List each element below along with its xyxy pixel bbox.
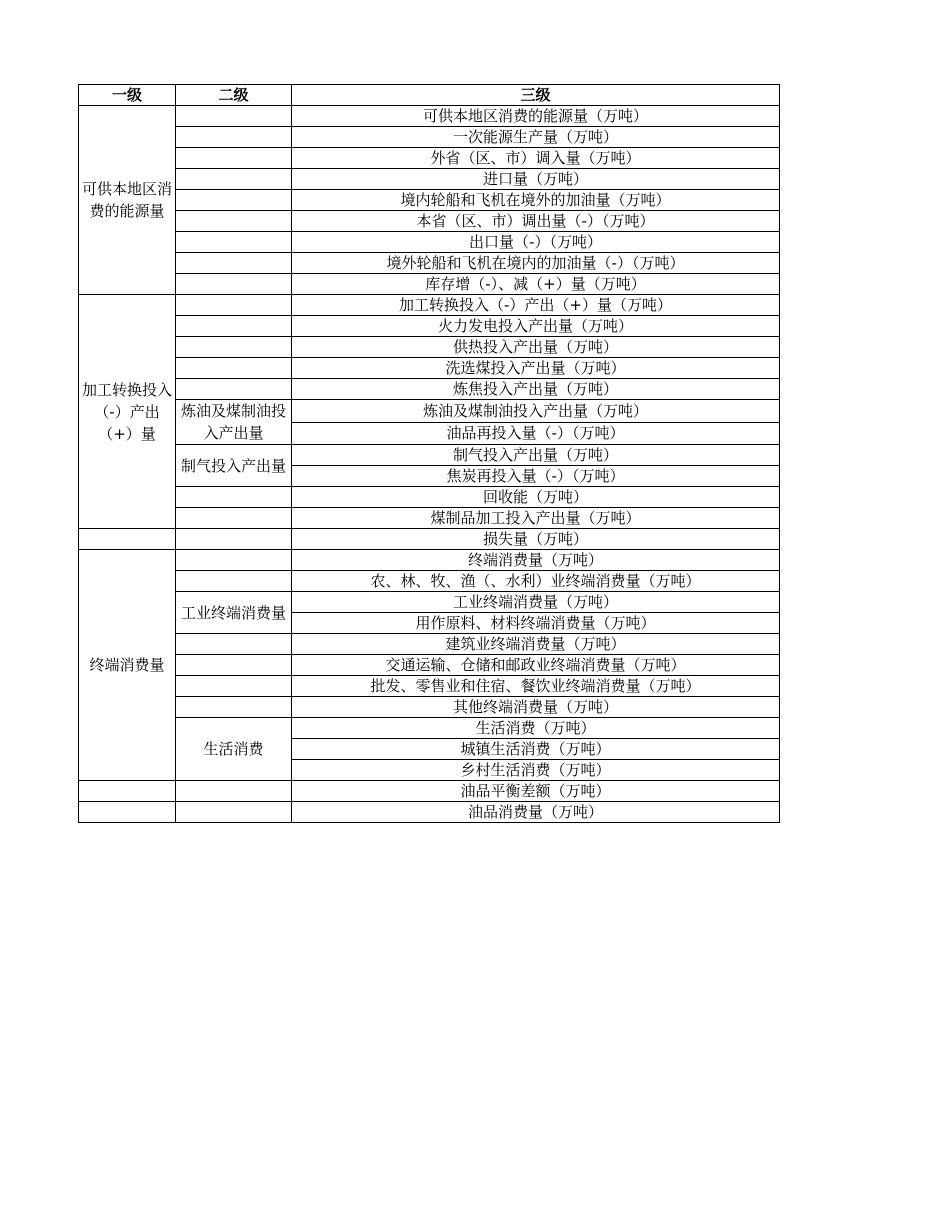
level1-cell [79,529,176,550]
level1-cell [79,781,176,802]
table-row [79,316,780,337]
table-row [79,508,780,529]
table-row [79,487,780,508]
level3-cell: 终端消费量（万吨） [292,550,780,571]
table-row [79,148,780,169]
table-row [79,676,780,697]
energy-balance-table [78,84,780,823]
level3-cell: 油品平衡差额（万吨） [292,781,780,802]
table-row [79,634,780,655]
level3-cell: 一次能源生产量（万吨） [292,127,780,148]
level2-cell [176,655,292,676]
level2-cell [176,253,292,274]
level3-cell: 油品消费量（万吨） [292,802,780,823]
level3-cell: 出口量（-）（万吨） [292,232,780,253]
level2-cell [176,508,292,529]
level3-cell: 农、林、牧、渔（、水利）业终端消费量（万吨） [292,571,780,592]
level3-cell: 加工转换投入（-）产出（+）量（万吨） [292,295,780,316]
table-row [79,655,780,676]
level2-cell [176,274,292,295]
level2-cell [176,316,292,337]
header-level-1: 一级 [79,85,176,106]
table-row [79,529,780,550]
table-row [79,571,780,592]
level3-cell: 进口量（万吨） [292,169,780,190]
table-row [79,169,780,190]
level2-cell [176,232,292,253]
level3-cell: 本省（区、市）调出量（-）（万吨） [292,211,780,232]
level2-cell [176,358,292,379]
level3-cell: 损失量（万吨） [292,529,780,550]
level3-cell: 供热投入产出量（万吨） [292,337,780,358]
level3-cell: 炼焦投入产出量（万吨） [292,379,780,400]
level2-cell [176,106,292,127]
level2-cell [176,802,292,823]
table-row [79,127,780,148]
level3-cell: 可供本地区消费的能源量（万吨） [292,106,780,127]
table-row [79,697,780,718]
table-row [79,337,780,358]
group-conversion: 加工转换投入（-）产出（+）量 [79,295,176,529]
table-row [79,253,780,274]
level2-cell [176,379,292,400]
level2-cell [176,529,292,550]
table-row [79,106,780,127]
level2-cell [176,676,292,697]
level2-cell [176,697,292,718]
level2-cell [176,169,292,190]
level2-cell [176,127,292,148]
level2-cell [176,781,292,802]
level3-cell: 批发、零售业和住宿、餐饮业终端消费量（万吨） [292,676,780,697]
table-row [79,379,780,400]
level2-cell [176,337,292,358]
level3-cell: 制气投入产出量（万吨） [292,445,780,466]
table-row [79,211,780,232]
level3-cell: 火力发电投入产出量（万吨） [292,316,780,337]
level2-cell [176,487,292,508]
table-row [79,358,780,379]
level3-cell: 城镇生活消费（万吨） [292,739,780,760]
level3-cell: 库存增（-）、减（+）量（万吨） [292,274,780,295]
level3-cell: 煤制品加工投入产出量（万吨） [292,508,780,529]
level2-cell [176,634,292,655]
level3-cell: 外省（区、市）调入量（万吨） [292,148,780,169]
level2-cell [176,571,292,592]
level3-cell: 回收能（万吨） [292,487,780,508]
table-row [79,592,780,613]
group-supply: 可供本地区消费的能源量 [79,106,176,295]
level3-cell: 炼油及煤制油投入产出量（万吨） [292,400,780,423]
level3-cell: 用作原料、材料终端消费量（万吨） [292,613,780,634]
level3-cell: 其他终端消费量（万吨） [292,697,780,718]
table-row [79,718,780,739]
header-level-3: 三级 [292,85,780,106]
level3-cell: 焦炭再投入量（-）（万吨） [292,466,780,487]
group-coal-oil: 炼油及煤制油投入产出量 [176,400,292,445]
level3-cell: 乡村生活消费（万吨） [292,760,780,781]
table-row [79,400,780,423]
level2-cell [176,550,292,571]
level3-cell: 境外轮船和飞机在境内的加油量（-）（万吨） [292,253,780,274]
table-row [79,802,780,823]
header-level-2: 二级 [176,85,292,106]
group-household: 生活消费 [176,718,292,781]
level3-cell: 境内轮船和飞机在境外的加油量（万吨） [292,190,780,211]
level3-cell: 油品再投入量（-）（万吨） [292,422,780,445]
level3-cell: 工业终端消费量（万吨） [292,592,780,613]
table-row [79,550,780,571]
level2-cell [176,148,292,169]
level2-cell [176,190,292,211]
level1-cell [79,802,176,823]
level3-cell: 生活消费（万吨） [292,718,780,739]
level3-cell: 洗选煤投入产出量（万吨） [292,358,780,379]
level3-cell: 交通运输、仓储和邮政业终端消费量（万吨） [292,655,780,676]
table-row [79,232,780,253]
table-row [79,190,780,211]
group-final: 终端消费量 [79,550,176,781]
table-row [79,445,780,466]
group-industrial: 工业终端消费量 [176,592,292,634]
level2-cell [176,295,292,316]
group-gas: 制气投入产出量 [176,445,292,487]
table-row [79,781,780,802]
table-row [79,295,780,316]
header-row [79,85,780,106]
level2-cell [176,211,292,232]
table-row [79,274,780,295]
level3-cell: 建筑业终端消费量（万吨） [292,634,780,655]
